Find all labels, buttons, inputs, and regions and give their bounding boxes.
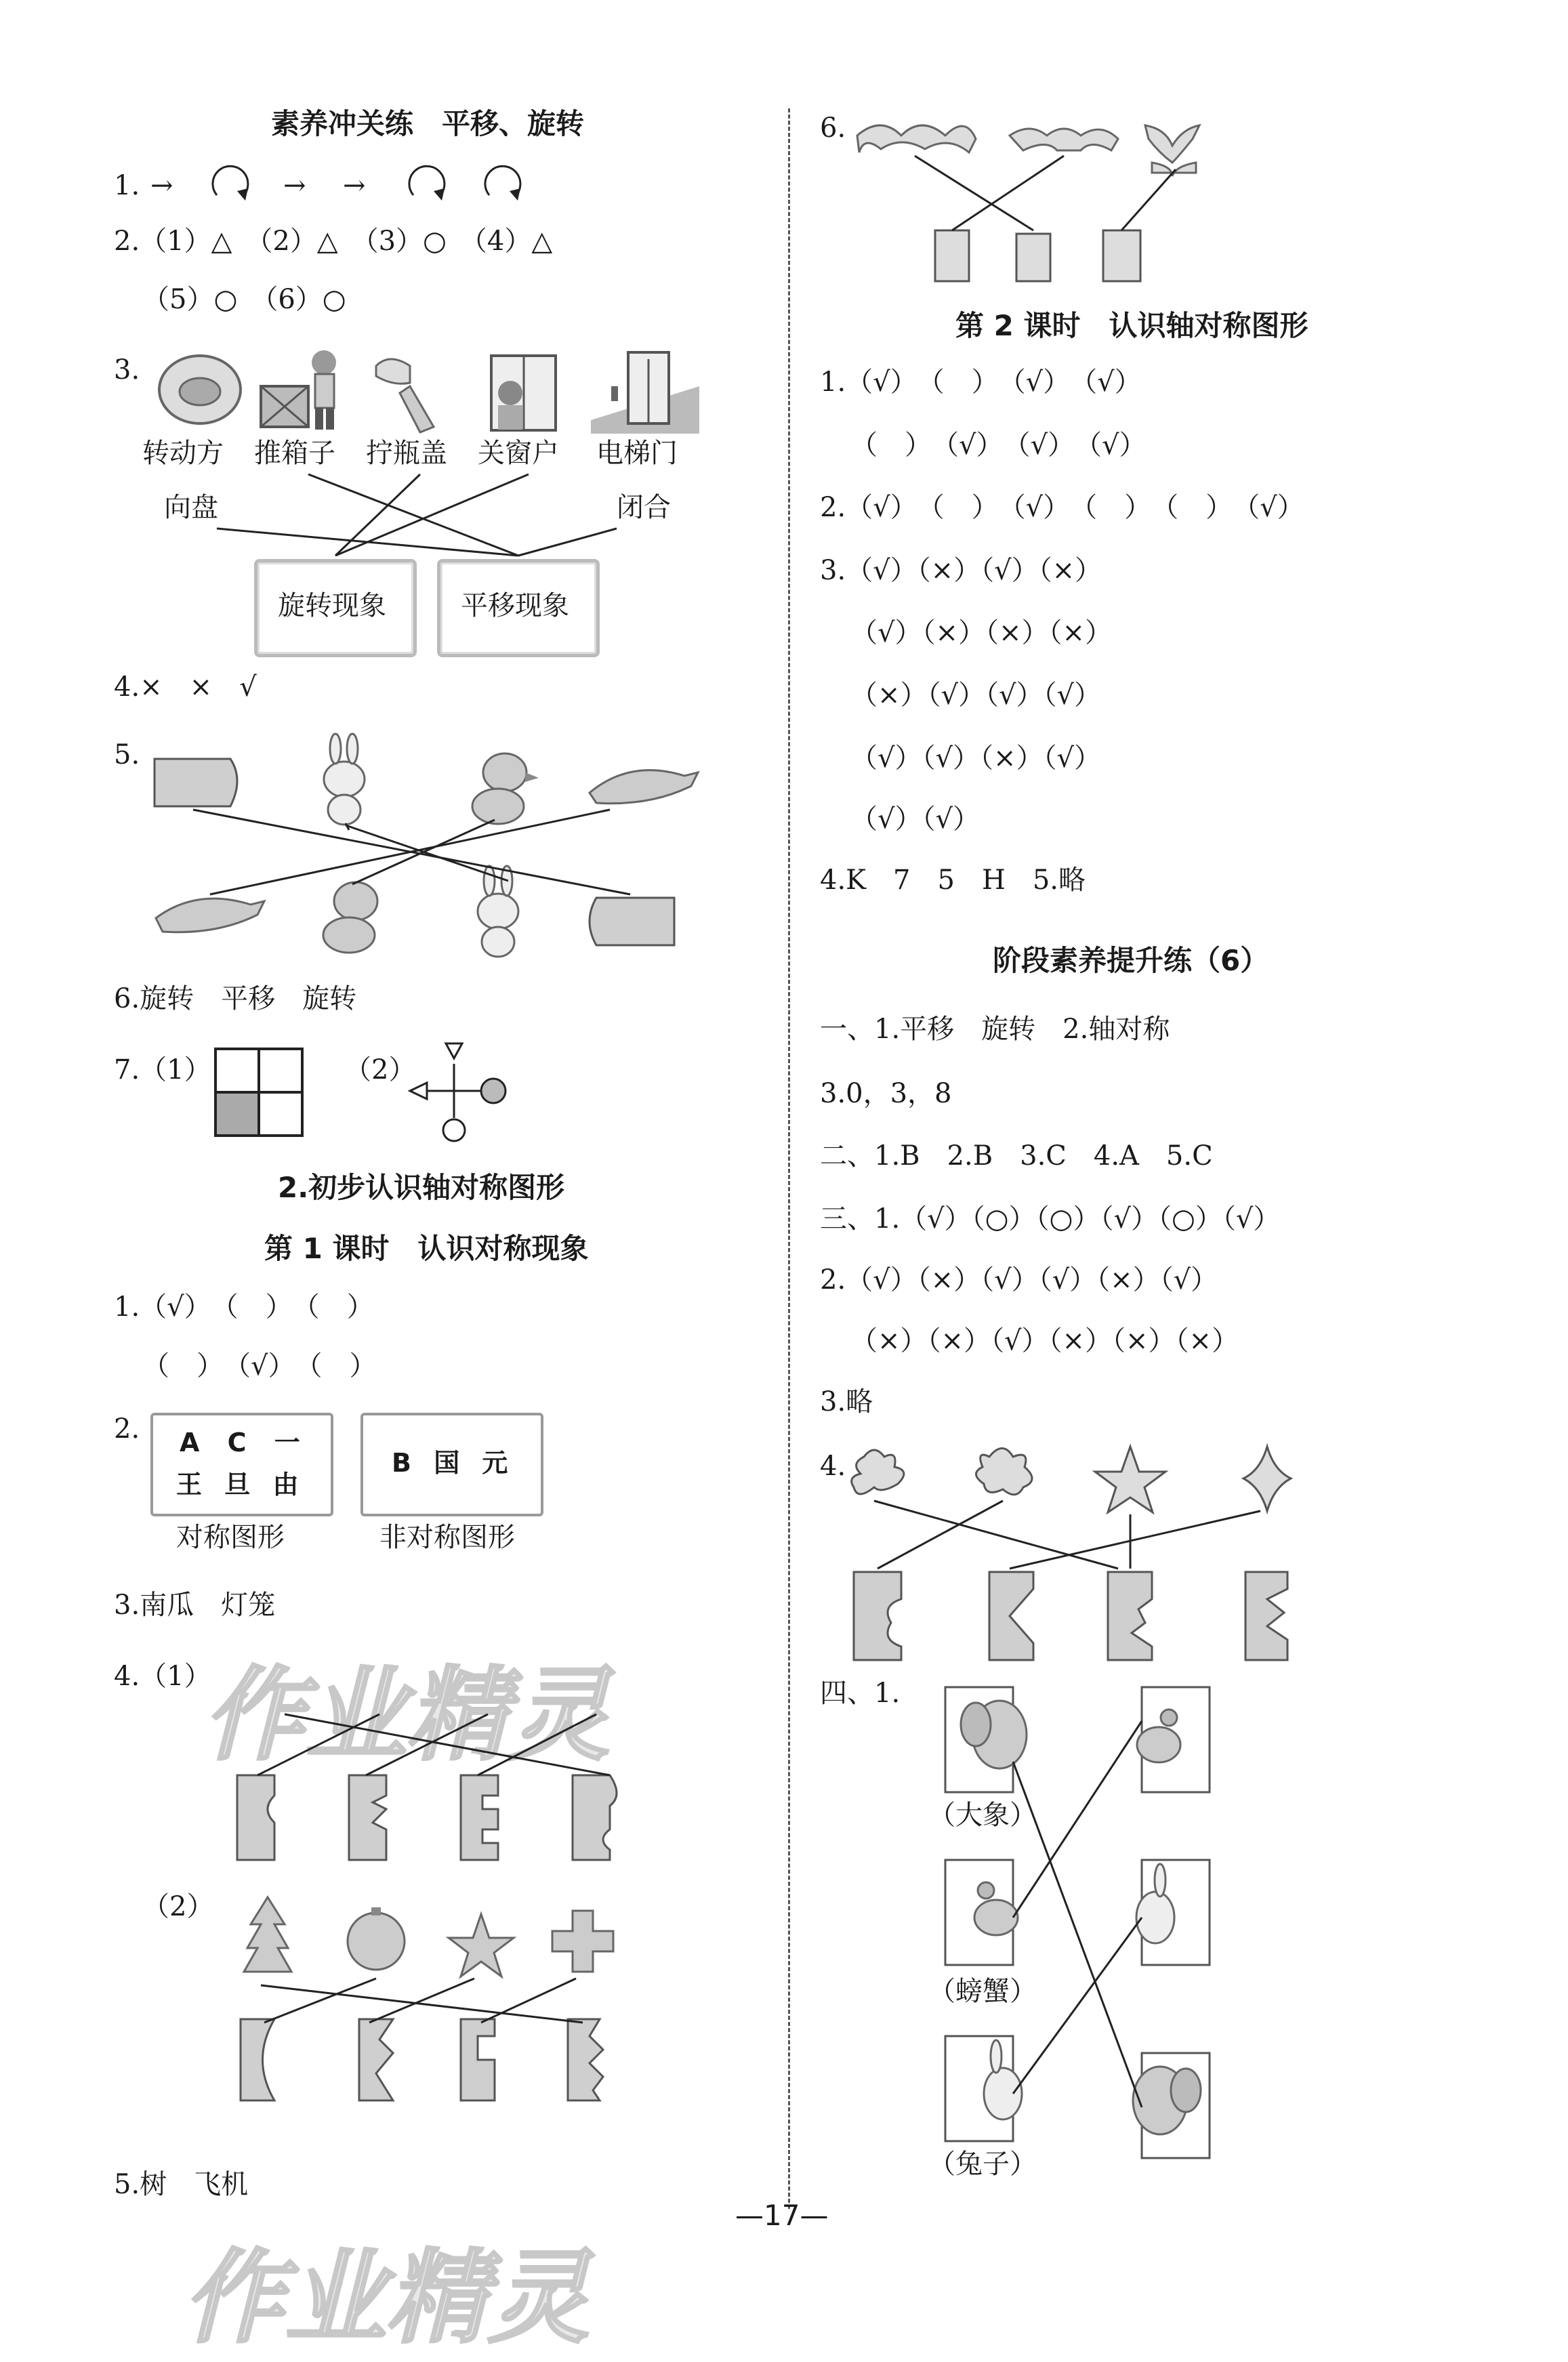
- part3-q2-line2: （×）（×）（√）（×）（×）（×）: [850, 1325, 1239, 1356]
- animal-label-elephant: （大象）: [928, 1800, 1037, 1831]
- r-q3-line1: 3.（√）（×）（√）（×）: [820, 555, 1102, 586]
- part4-label: 四、1.: [820, 1678, 901, 1709]
- q3-item-3: 拧瓶盖: [366, 438, 447, 469]
- symmetric-card-row2: 王 旦 由: [176, 1470, 306, 1499]
- asymmetric-caption: 非对称图形: [379, 1522, 515, 1553]
- watermark: 作业精灵: [183, 2239, 590, 2357]
- arrow-right-icon: →: [150, 170, 173, 201]
- section-title-axis-symmetry: 2.初步认识轴对称图形: [278, 1171, 565, 1204]
- part1-q3: 3.0，3，8: [820, 1078, 952, 1109]
- animal-label-crab: （螃蟹）: [928, 1976, 1037, 2007]
- part3-q1: 三、1.（√）（○）（○）（√）（○）（√）: [820, 1203, 1281, 1235]
- s2-q4-label-1: 4.（1）: [114, 1661, 211, 1692]
- part3-q4-label: 4.: [820, 1451, 846, 1482]
- q5-label: 5.: [114, 739, 140, 770]
- q3-item-2: 推箱子: [254, 438, 335, 469]
- s2-q1-line1: 1.（√） （ ） （ ）: [114, 1291, 374, 1323]
- r-q2: 2.（√） （ ） （√） （ ） （ ） （√）: [820, 492, 1304, 523]
- q3-item-1-line2: 向盘: [164, 492, 218, 523]
- s2-q3-answer: 3.南瓜 灯笼: [114, 1590, 276, 1621]
- rotation-box-label: 旋转现象: [278, 590, 386, 621]
- s2-q4-label-2: （2）: [142, 1891, 214, 1922]
- asymmetric-card-row1: B 国 元: [392, 1448, 515, 1478]
- r-q6-label: 6.: [820, 112, 846, 144]
- q7-label-2: （2）: [344, 1054, 416, 1085]
- stage-practice-title: 阶段素养提升练（6）: [993, 944, 1269, 977]
- symmetric-caption: 对称图形: [176, 1522, 285, 1553]
- part3-q3: 3.略: [820, 1386, 873, 1417]
- q4-answer: 4.× × √: [114, 671, 257, 703]
- r-q1-line1: 1.（√） （ ） （√） （√）: [820, 367, 1142, 398]
- q6-answer: 6.旋转 平移 旋转: [114, 983, 357, 1014]
- q3-item-4: 关窗户: [478, 438, 559, 469]
- r-q1-line2: （ ） （√） （√） （√）: [850, 430, 1147, 461]
- page-number: —17—: [735, 2199, 829, 2232]
- part3-q2: 2.（√）（×）（√）（√）（×）（√）: [820, 1264, 1218, 1296]
- s2-q1-line2: （ ） （√） （ ）: [142, 1350, 377, 1382]
- part1-q1: 一、1.平移 旋转 2.轴对称: [820, 1014, 1170, 1045]
- symmetric-card-row1: A C 一: [180, 1428, 310, 1457]
- q3-item-5-line2: 闭合: [617, 492, 671, 523]
- q3-label: 3.: [114, 354, 140, 386]
- arrow-right-icon: →: [343, 170, 366, 201]
- translation-box-label: 平移现象: [461, 590, 569, 621]
- part2: 二、1.B 2.B 3.C 4.A 5.C: [820, 1140, 1213, 1172]
- animal-label-rabbit: （兔子）: [928, 2149, 1037, 2180]
- lesson-1-title: 第 1 课时 认识对称现象: [264, 1232, 589, 1265]
- s2-q2-label: 2.: [114, 1413, 140, 1445]
- r-q3-line2: （√）（×）（×）（×）: [850, 617, 1113, 648]
- s2-q5-answer: 5.树 飞机: [114, 2169, 249, 2200]
- q1-label: 1.: [114, 170, 140, 201]
- q2-line1: 2.（1）△ （2）△ （3）○ （4）△: [114, 226, 553, 257]
- lesson-2-title: 第 2 课时 认识轴对称图形: [955, 309, 1308, 342]
- r-q4: 4.K 7 5 H 5.略: [820, 865, 1086, 896]
- q3-item-1: 转动方: [142, 438, 224, 469]
- watermark: 作业精灵: [203, 1657, 611, 1775]
- r-q3-line4: （√）（√）（×）（√）: [850, 743, 1101, 774]
- section-title-translation-rotation: 素养冲关练 平移、旋转: [271, 107, 585, 140]
- r-q3-line3: （×）（√）（√）（√）: [850, 680, 1101, 711]
- r-q3-line5: （√）（√）: [850, 804, 980, 835]
- q2-line2: （5）○ （6）○: [142, 284, 346, 315]
- q7-label-1: 7.（1）: [114, 1054, 211, 1085]
- q3-item-5: 电梯门: [596, 438, 678, 469]
- arrow-right-icon: →: [283, 170, 306, 201]
